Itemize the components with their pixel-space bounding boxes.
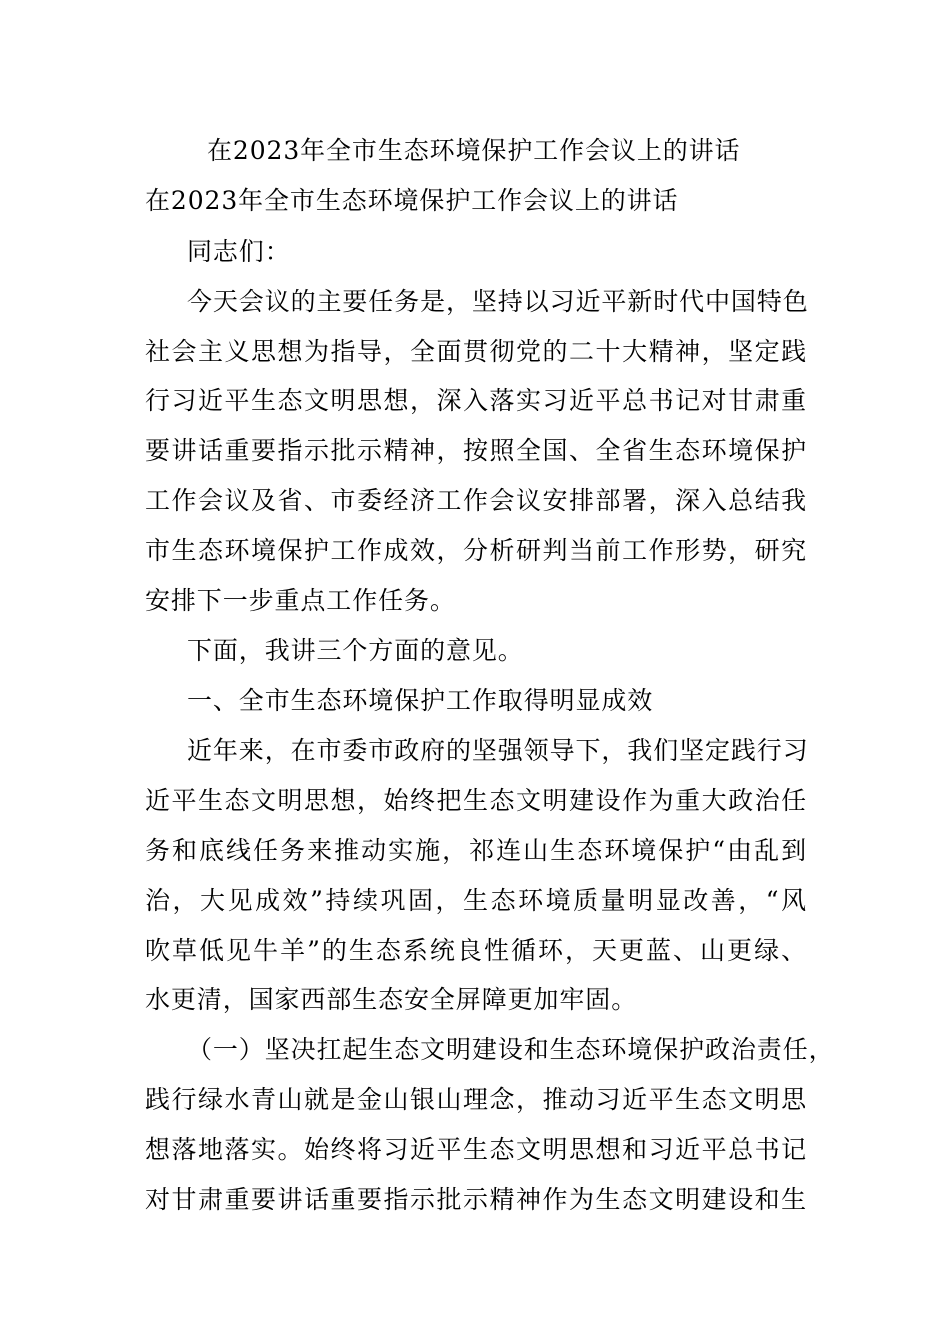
paragraph-line: 吹草低见牛羊”的生态系统良性循环，天更蓝、山更绿、 — [145, 936, 807, 965]
paragraph-2: 下面，我讲三个方面的意见。 — [187, 636, 524, 665]
paragraph-line: 工作会议及省、市委经济工作会议安排部署，深入总结我 — [145, 486, 807, 515]
paragraph-line: 践行绿水青山就是金山银山理念，推动习近平生态文明思 — [145, 1085, 807, 1114]
paragraph-line: 务和底线任务来推动实施，祁连山生态环境保护“由乱到 — [145, 836, 807, 865]
paragraph-line: 想落地落实。始终将习近平生态文明思想和习近平总书记 — [145, 1135, 807, 1164]
paragraph-line: 行习近平生态文明思想，深入落实习近平总书记对甘肃重 — [145, 386, 807, 415]
paragraph-line: （一）坚决扛起生态文明建设和生态环境保护政治责任， — [187, 1035, 835, 1064]
paragraph-line: 安排下一步重点工作任务。 — [145, 586, 456, 615]
document-subtitle: 在2023年全市生态环境保护工作会议上的讲话 — [145, 186, 679, 215]
paragraph-line: 水更清，国家西部生态安全屏障更加牢固。 — [145, 985, 638, 1014]
paragraph-line: 社会主义思想为指导，全面贯彻党的二十大精神，坚定践 — [145, 337, 807, 366]
paragraph-line: 近年来，在市委市政府的坚强领导下，我们坚定践行习 — [187, 736, 809, 765]
paragraph-line: 市生态环境保护工作成效，分析研判当前工作形势，研究 — [145, 536, 807, 565]
document-title: 在2023年全市生态环境保护工作会议上的讲话 — [207, 136, 741, 165]
paragraph-line: 近平生态文明思想，始终把生态文明建设作为重大政治任 — [145, 786, 807, 815]
section-1-heading: 一、全市生态环境保护工作取得明显成效 — [187, 686, 654, 715]
paragraph-line: 治，大见成效”持续巩固，生态环境质量明显改善，“风 — [145, 886, 807, 915]
paragraph-line: 今天会议的主要任务是，坚持以习近平新时代中国特色 — [187, 287, 809, 316]
paragraph-line: 对甘肃重要讲话重要指示批示精神作为生态文明建设和生 — [145, 1185, 807, 1214]
salutation: 同志们： — [187, 237, 291, 266]
paragraph-line: 要讲话重要指示批示精神，按照全国、全省生态环境保护 — [145, 436, 807, 465]
